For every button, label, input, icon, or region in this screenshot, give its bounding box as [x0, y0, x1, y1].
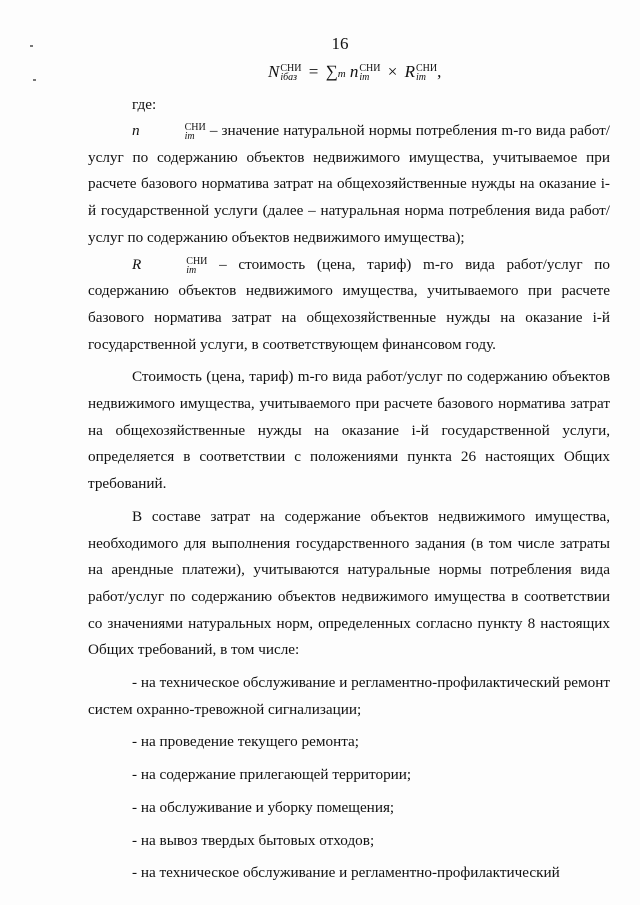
symbol-r-letter: R [132, 255, 142, 273]
symbol-r-sup: СНИ [186, 255, 208, 267]
formula-n-sup: СНИ [359, 63, 381, 75]
paragraph-cost: Стоимость (цена, тариф) m-го вида работ/услуг по содержанию объектов недвижимого имущества, учитываемого при расчете базового норматива затрат на общехозяйственные нужды на оказание i-й государственной услуги, определяется в соответствии с положениями пункта 26 настоящих Общих требований. [88, 368, 610, 493]
symbol-r [132, 255, 208, 276]
definition-n-text: – значение натуральной нормы потребления m-го вида работ/услуг по содержанию объектов недвижимого имущества, учитываемое при расчете базового норматива затрат на общехозяйственные нужды на оказание i-й государственной услуги (далее – натуральная норма потребления вида работ/услуг по содержанию объектов недвижимого имущества); [88, 122, 610, 246]
list-item: - на вывоз твердых бытовых отходов; [132, 831, 375, 849]
formula-n-indices [359, 64, 380, 82]
symbol-n-sub: im [184, 131, 195, 142]
scan-speck [33, 79, 36, 81]
formula-r-symbol: R [404, 62, 415, 81]
paragraph-composition: В составе затрат на содержание объектов недвижимого имущества, необходимого для выполнения государственного задания (в том числе затраты на арендные платежи), учитываются натуральные нормы потребления вида работ/услуг по содержанию объектов недвижимого имущества в соответствии со значениями натуральных норм, определенных согласно пункту 8 настоящих Общих требований, в том числе: [88, 507, 610, 659]
formula-r-sub: im [416, 72, 426, 84]
formula-equals: = [308, 62, 319, 81]
formula [268, 62, 441, 82]
formula-r-sup: СНИ [416, 63, 438, 75]
formula-times: × [387, 62, 398, 81]
formula-r-indices [416, 64, 437, 82]
symbol-n-sup: СНИ [184, 122, 206, 133]
formula-lhs-indices [280, 64, 301, 82]
formula-sum-index: m [337, 68, 346, 80]
list-item: - на техническое обслуживание и регламентно-профилактический [132, 864, 560, 882]
formula-n-sub: im [359, 72, 370, 84]
list-item: - на содержание прилегающей территории; [132, 766, 412, 784]
symbol-n [132, 122, 206, 142]
symbol-n-letter: n [132, 122, 140, 139]
formula-n-symbol: n [349, 62, 359, 81]
definition-n [88, 118, 610, 252]
where-label: где: [132, 96, 157, 113]
list-item: - на техническое обслуживание и регламентно-профилактический ремонт систем охранно-тревожной сигнализации; [88, 674, 610, 718]
definition-r-text: – стоимость (цена, тариф) m-го вида работ/услуг по содержанию объектов недвижимого имущества, учитываемого при расчете базового норматива затрат на общехозяйственные нужды на оказание i-й государственной услуги, в соответствующем финансовом году. [88, 255, 610, 353]
definition-r [88, 252, 610, 359]
page-number: 16 [331, 34, 349, 53]
formula-lhs-symbol: N [268, 62, 280, 81]
body-text [88, 118, 610, 887]
formula-lhs-sub: iбаз [280, 72, 298, 84]
formula-sum: ∑ [325, 62, 338, 81]
symbol-r-sub: im [186, 264, 197, 276]
formula-lhs-sup: СНИ [280, 63, 302, 75]
formula-comma: , [437, 62, 442, 81]
list-item: - на обслуживание и уборку помещения; [132, 798, 395, 816]
list-item: - на проведение текущего ремонта; [132, 733, 359, 751]
